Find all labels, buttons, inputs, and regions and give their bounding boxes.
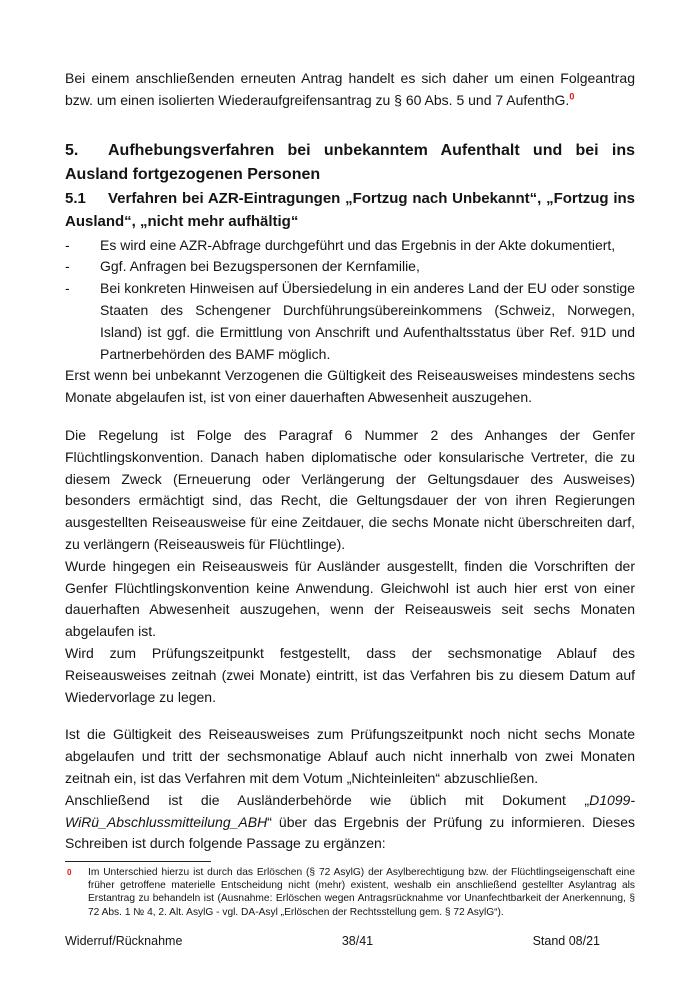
subsection-title: Verfahren bei AZR-Eintragungen „Fortzug nach Unbekannt“, „Fortzug ins Ausland“, „nicht mehr aufhältig“ bbox=[65, 189, 635, 230]
intro-text: Bei einem anschließenden erneuten Antrag handelt es sich daher um einen Folgeantrag bzw. um einen isolierten Wiederaufgreifensantrag zu § 60 Abs. 5 und 7 AufenthG. bbox=[65, 70, 635, 108]
list-item bbox=[65, 278, 635, 365]
anschliessend-pre-text: Anschließend ist die Ausländerbehörde wie üblich mit Dokument „ bbox=[65, 791, 590, 808]
anschliessend-post-text: “ über das Ergebnis der Prüfung zu informieren. Dieses Schreiben ist durch folgende Passage zu ergänzen: bbox=[65, 813, 635, 852]
paragraph-wird-zum: Wird zum Prüfungszeitpunkt festgestellt, dass der sechsmonatige Ablauf des Reiseausweises zeitnah (zwei Monate) eintritt, ist das Verfahren bis zu diesem Datum auf Wiedervorlage zu legen. bbox=[65, 644, 635, 705]
intro-paragraph bbox=[65, 68, 635, 112]
bullet-marker: - bbox=[65, 258, 70, 275]
bullet-text: Ggf. Anfragen bei Bezugspersonen der Kernfamilie, bbox=[100, 258, 420, 275]
bullet-text: Es wird eine AZR-Abfrage durchgeführt und das Ergebnis in der Akte dokumentiert, bbox=[100, 236, 616, 253]
list-item bbox=[65, 235, 635, 257]
footnote-number-marker: 0 bbox=[67, 868, 72, 877]
subsection-heading bbox=[65, 187, 635, 233]
bullet-marker: - bbox=[65, 280, 70, 297]
footer-doc-title: Widerruf/Rücknahme bbox=[65, 934, 183, 948]
section-number: 5. bbox=[65, 141, 79, 159]
footnote-text: Im Unterschied hierzu ist durch das Erlöschen (§ 72 AsylG) der Asylberechtigung bzw. der Flüchtlingseigenschaft eine früher getroffene materielle Entscheidung nicht (mehr) existent, weshalb ein anschließend gestellter Asylantrag als Erstantrag zu behandeln ist (Ausnahme: Erlöschen wegen Antragsrücknahme vor Unanfechtbarkeit der Anerkennung, § 72 Abs. 1 № 4, 2. Alt. AsylG - vgl. DA-Asyl „Erlöschen der Rechtsstellung gem. § 72 AsylG“). bbox=[88, 867, 635, 918]
section-heading bbox=[65, 139, 635, 187]
document-reference-name: D1099-WiRü_Abschlussmitteilung_ABH bbox=[65, 791, 635, 830]
footer-page-number: 38/41 bbox=[341, 934, 374, 948]
footnote-ref-marker: 0 bbox=[569, 91, 575, 102]
section-title: Aufhebungsverfahren bei unbekanntem Aufenthalt und bei ins Ausland fortgezogenen Personen bbox=[65, 141, 635, 183]
paragraph-wurde-hingegen: Wurde hingegen ein Reiseausweis für Ausländer ausgestellt, finden die Vorschriften der Genfer Flüchtlingskonvention keine Anwendung. Gleichwohl ist auch hier erst von einer dauerhaften Abwesenheit auszugehen, wenn der Reiseausweis seit sechs Monaten abgelaufen ist. bbox=[65, 557, 635, 640]
subsection-number: 5.1 bbox=[65, 189, 86, 207]
paragraph-anschliessend bbox=[65, 790, 635, 855]
bullet-marker: - bbox=[65, 236, 70, 253]
list-item bbox=[65, 256, 635, 278]
bullet-text: Bei konkreten Hinweisen auf Übersiedelung in ein anderes Land der EU oder sonstige Staaten des Schengener Durchführungsübereinkommens (Schweiz, Norwegen, Island) ist ggf. die Ermittlung von Anschrift und Aufenthaltsstatus über Ref. 91D und Partnerbehörden des BAMF möglich. bbox=[100, 280, 635, 362]
footnote-separator bbox=[65, 861, 211, 862]
footnote bbox=[65, 866, 635, 919]
page-footer bbox=[65, 934, 600, 948]
page-body bbox=[65, 68, 635, 855]
paragraph-regelung: Die Regelung ist Folge des Paragraf 6 Nummer 2 des Anhanges der Genfer Flüchtlingskonvention. Danach haben diplomatische oder konsularische Vertreter, die zu diesem Zweck (Erneuerung oder Verlängerung der Geltungsdauer des Ausweises) besonders ermächtigt sind, das Recht, die Geltungsdauer der von ihren Regierungen ausgestellten Reiseausweise für eine Zeitdauer, die sechs Monate nicht überschreiten darf, zu verlängern (Reiseausweis für Flüchtlinge). bbox=[65, 426, 635, 552]
paragraph-ist-gueltigkeit: Ist die Gültigkeit des Reiseausweises zum Prüfungszeitpunkt noch nicht sechs Monate abgelaufen und tritt der sechsmonatige Ablauf auch nicht innerhalb von zwei Monaten zeitnah ein, ist das Verfahren mit dem Votum „Nichteinleiten“ abzuschließen. bbox=[65, 726, 635, 786]
footer-version-stamp: Stand 08/21 bbox=[532, 934, 600, 948]
paragraph-erst-wenn: Erst wenn bei unbekannt Verzogenen die Gültigkeit des Reiseausweises mindestens sechs Monate abgelaufen ist, ist von einer dauerhaften Abwesenheit auszugehen. bbox=[65, 367, 635, 406]
